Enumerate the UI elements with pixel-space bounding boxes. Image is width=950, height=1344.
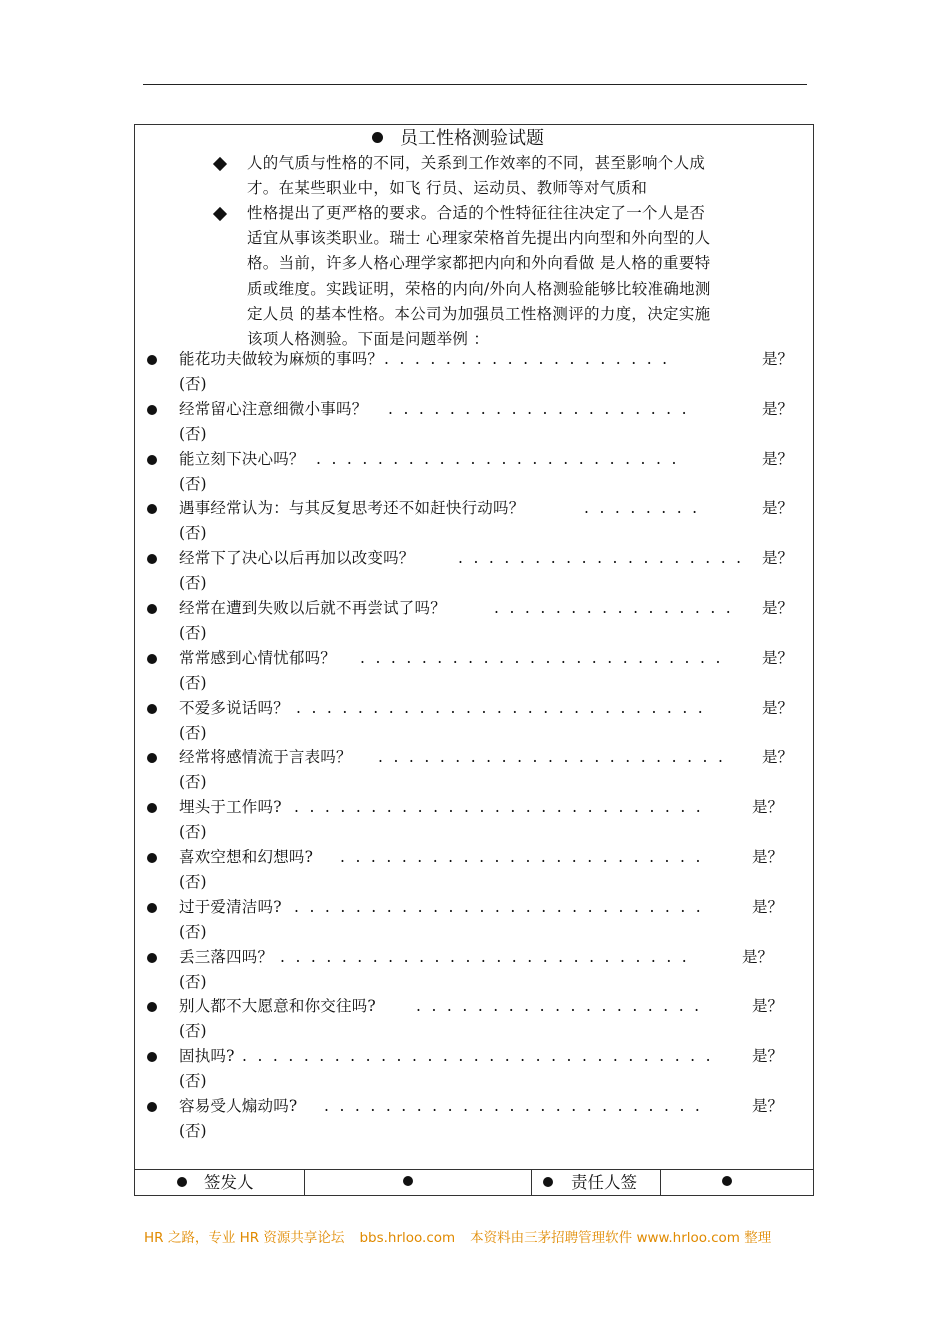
footer-banner	[144, 1227, 824, 1249]
bullet-icon	[177, 1177, 187, 1187]
bullet-icon	[147, 504, 157, 514]
question-item	[144, 347, 804, 397]
answer-no: (否)	[179, 922, 207, 941]
answer-yes: 是？	[762, 449, 794, 468]
bullet-icon	[147, 654, 157, 664]
answer-yes: 是？	[752, 1096, 784, 1115]
bullet-icon	[147, 953, 157, 963]
leader-dots: . . . . . . . . . . . . . . . . . . . . . . . . . . .	[280, 947, 690, 966]
bullet-icon	[147, 853, 157, 863]
bullet-icon	[147, 704, 157, 714]
question-text: 能立刻下决心吗？	[179, 449, 305, 468]
issuer-signature-field[interactable]	[304, 1170, 531, 1196]
answer-no: (否)	[179, 574, 207, 593]
answer-yes: 是？	[762, 399, 794, 418]
title-text: 员工性格测验试题	[400, 128, 544, 149]
question-list	[144, 347, 804, 1144]
answer-no: (否)	[179, 872, 207, 891]
question-item	[144, 397, 804, 447]
question-text: 经常下了决心以后再加以改变吗？	[179, 549, 415, 568]
answer-no: (否)	[179, 524, 207, 543]
header-rule	[143, 84, 807, 85]
question-item	[144, 447, 804, 497]
bullet-icon	[147, 455, 157, 465]
responsible-signature-field[interactable]	[660, 1170, 812, 1196]
signature-row	[134, 1169, 814, 1196]
footer-forum-text: HR 之路，专业 HR 资源共享论坛	[144, 1230, 345, 1246]
responsible-label: 责任人签	[571, 1173, 637, 1192]
leader-dots: . . . . . . . . . . . . . . . . . . . .	[388, 399, 690, 418]
intro-text: 人的气质与性格的不同，关系到工作效率的不同，甚至影响个人成 才。在某些职业中，如飞 行员、运动员、教师等对气质和	[247, 154, 706, 198]
question-text: 不爱多说话吗？	[179, 698, 289, 717]
answer-yes: 是？	[742, 947, 774, 966]
question-text: 喜欢空想和幻想吗?	[179, 847, 314, 866]
answer-no: (否)	[179, 723, 207, 742]
question-item	[144, 596, 804, 646]
answer-no: (否)	[179, 1022, 207, 1041]
leader-dots: . . . . . . . . . . . . . . . . . . . . . . . . . . .	[294, 897, 704, 916]
answer-yes: 是？	[762, 350, 794, 368]
answer-yes: 是？	[752, 798, 784, 817]
bullet-icon	[372, 132, 383, 143]
answer-yes: 是？	[762, 598, 794, 617]
answer-no: (否)	[179, 1121, 207, 1140]
question-text: 经常将感情流于言表吗？	[179, 748, 352, 767]
document-title	[372, 127, 632, 151]
question-text: 经常留心注意细微小事吗？	[179, 399, 368, 418]
answer-yes: 是？	[762, 549, 794, 568]
bullet-icon	[147, 405, 157, 415]
question-item	[144, 795, 804, 845]
question-item	[144, 745, 804, 795]
question-text: 能花功夫做较为麻烦的事吗？	[179, 350, 384, 368]
answer-no: (否)	[179, 972, 207, 991]
answer-yes: 是？	[752, 997, 784, 1016]
bullet-icon	[403, 1176, 413, 1186]
answer-no: (否)	[179, 823, 207, 842]
question-item	[144, 945, 804, 995]
question-item	[144, 496, 804, 546]
bullet-icon	[147, 903, 157, 913]
question-item	[144, 546, 804, 596]
bullet-icon	[147, 1102, 157, 1112]
question-item	[144, 845, 804, 895]
leader-dots: . . . . . . . . . . . . . . . . . . . . . . . .	[340, 847, 704, 866]
bullet-icon	[147, 753, 157, 763]
question-text: 经常在遭到失败以后就不再尝试了吗？	[179, 598, 446, 617]
issuer-label-cell	[134, 1170, 304, 1196]
answer-no: (否)	[179, 673, 207, 692]
leader-dots: . . . . . . . . . . . . . . . . . . . . . . . .	[316, 449, 680, 468]
question-text: 容易受人煽动吗?	[179, 1096, 298, 1115]
answer-no: (否)	[179, 773, 207, 792]
question-item	[144, 696, 804, 746]
leader-dots: . . . . . . . .	[584, 499, 700, 518]
leader-dots: . . . . . . . . . . . . . . . . . . .	[384, 350, 670, 368]
intro-text: 性格提出了更严格的要求。合适的个性特征往往决定了一个人是否 适宜从事该类职业。瑞士 心理家荣格首先提出内向型和外向型的人 格。当前，许多人格心理学家都把内向和外向看做 是人格的重要特 质或维度。实践证明，荣格的内向/外向人格测验能够比较准确地测 定人员 的基本性格。本公司为加强员工性格测评的力度，决定实施 该项人格测验。下面是问题举例 ：	[247, 204, 711, 349]
bullet-icon	[147, 554, 157, 564]
question-item	[144, 994, 804, 1044]
question-text: 丢三落四吗？	[179, 947, 274, 966]
question-text: 埋头于工作吗?	[179, 798, 282, 817]
leader-dots: . . . . . . . . . . . . . . . . . . . . . . . . . . . . . . .	[242, 1047, 714, 1066]
answer-no: (否)	[179, 1072, 207, 1091]
question-item	[144, 1094, 804, 1144]
leader-dots: . . . . . . . . . . . . . . . . . . . . . . .	[378, 748, 726, 767]
answer-no: (否)	[179, 474, 207, 493]
question-item	[144, 1044, 804, 1094]
question-item	[144, 895, 804, 945]
question-item	[144, 646, 804, 696]
bullet-icon	[543, 1177, 553, 1187]
answer-yes: 是？	[762, 648, 794, 667]
answer-yes: 是？	[752, 1047, 784, 1066]
answer-yes: 是？	[752, 847, 784, 866]
question-text: 固执吗?	[179, 1047, 235, 1066]
answer-no: (否)	[179, 623, 207, 642]
leader-dots: . . . . . . . . . . . . . . . . . . . . . . . .	[360, 648, 724, 667]
footer-forum-link[interactable]: bbs.hrloo.com	[359, 1230, 456, 1246]
answer-yes: 是？	[762, 698, 794, 717]
bullet-icon	[147, 604, 157, 614]
bullet-icon	[147, 1052, 157, 1062]
answer-no: (否)	[179, 424, 207, 443]
bullet-icon	[722, 1176, 732, 1186]
leader-dots: . . . . . . . . . . . . . . . .	[494, 598, 734, 617]
answer-yes: 是？	[752, 897, 784, 916]
question-text: 常常感到心情忧郁吗？	[179, 648, 337, 667]
responsible-label-cell	[531, 1170, 660, 1196]
leader-dots: . . . . . . . . . . . . . . . . . . .	[416, 997, 702, 1016]
footer-source-text: 本资料由三茅招聘管理软件 www.hrloo.com 整理	[470, 1230, 772, 1246]
issuer-label: 签发人	[204, 1173, 254, 1192]
bullet-icon	[147, 355, 157, 365]
question-text: 遇事经常认为：与其反复思考还不如赶快行动吗？	[179, 499, 525, 518]
question-text: 别人都不大愿意和你交往吗?	[179, 997, 376, 1016]
answer-no: (否)	[179, 375, 207, 393]
leader-dots: . . . . . . . . . . . . . . . . . . . . . . . . .	[324, 1096, 703, 1115]
leader-dots: . . . . . . . . . . . . . . . . . . .	[458, 549, 744, 568]
bullet-icon	[147, 1002, 157, 1012]
question-text: 过于爱清洁吗?	[179, 897, 282, 916]
leader-dots: . . . . . . . . . . . . . . . . . . . . . . . . . . .	[294, 798, 704, 817]
answer-yes: 是？	[762, 499, 794, 518]
bullet-icon	[147, 803, 157, 813]
answer-yes: 是？	[762, 748, 794, 767]
leader-dots: . . . . . . . . . . . . . . . . . . . . . . . . . . .	[296, 698, 706, 717]
